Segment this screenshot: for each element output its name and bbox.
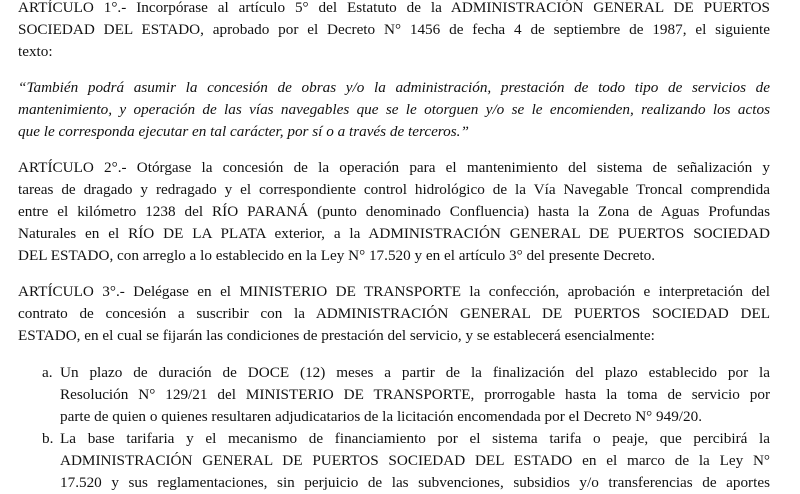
- list-item-line: parte de quien o quienes resultaren adjudicatarios de la licitación encomendada por el Decreto N° 949/20.: [60, 408, 703, 425]
- articulo-2-line: DEL ESTADO, con arreglo a lo establecido en la Ley N° 17.520 y en el artículo 3° del presente Decreto.: [18, 247, 656, 264]
- articulo-3-line: contrato de concesión a suscribir con la ADMINISTRACIÓN GENERAL DE PUERTOS SOCIEDAD DEL: [18, 305, 770, 322]
- articulo-1-line: SOCIEDAD DEL ESTADO, aprobado por el Decreto N° 1456 de fecha 4 de septiembre de 1987, el siguiente: [18, 21, 770, 38]
- list-marker: a.: [42, 364, 53, 381]
- list-item-line: Un plazo de duración de DOCE (12) meses a partir de la finalización del plazo establecido por la: [60, 364, 770, 381]
- articulo-1: [18, 0, 770, 63]
- list-item: [18, 428, 770, 494]
- document-page: [18, 0, 770, 494]
- articulo-2-line: entre el kilómetro 1238 del RÍO PARANÁ (punto denominado Confluencia) hasta la Zona de Aguas Profundas: [18, 203, 770, 220]
- list-item-line: ADMINISTRACIÓN GENERAL DE PUERTOS SOCIEDAD DEL ESTADO en el marco de la Ley N°: [60, 452, 770, 469]
- quote-line: que le corresponda ejecutar en tal carácter, por sí o a través de terceros.”: [18, 123, 469, 140]
- articulo-3: [18, 281, 770, 347]
- list-item: [18, 362, 770, 428]
- articulo-2-line: Naturales en el RÍO DE LA PLATA exterior, a la ADMINISTRACIÓN GENERAL DE PUERTOS SOCIEDAD: [18, 225, 770, 242]
- list-item-line: La base tarifaria y el mecanismo de financiamiento por el sistema tarifa o peaje, que percibirá la: [60, 430, 770, 447]
- quote-line: “También podrá asumir la concesión de obras y/o la administración, prestación de todo tipo de servicios de: [18, 79, 770, 96]
- articulo-1-line: texto:: [18, 43, 53, 60]
- list-item-line: 17.520 y sus reglamentaciones, sin perjuicio de las subvenciones, subsidios y/o transferencias de aportes: [60, 474, 770, 491]
- list-item-line: Resolución N° 129/21 del MINISTERIO DE TRANSPORTE, prorrogable hasta la toma de servicio por: [60, 386, 770, 403]
- articulo-1-line: ARTÍCULO 1°.- Incorpórase al artículo 5° del Estatuto de la ADMINISTRACIÓN GENERAL DE PUERTOS: [18, 0, 770, 16]
- list-marker: b.: [42, 430, 54, 447]
- articulo-3-line: ARTÍCULO 3°.- Delégase en el MINISTERIO DE TRANSPORTE la confección, aprobación e interpretación del: [18, 283, 770, 300]
- articulo-2: [18, 157, 770, 267]
- articulo-3-line: ESTADO, en el cual se fijarán las condiciones de prestación del servicio, y se establecerá esencialmente:: [18, 327, 655, 344]
- quoted-text: [18, 77, 770, 143]
- conditions-list: [18, 362, 770, 494]
- articulo-2-line: tareas de dragado y redragado y el correspondiente control hidrológico de la Vía Navegable Troncal comprendida: [18, 181, 770, 198]
- articulo-2-line: ARTÍCULO 2°.- Otórgase la concesión de la operación para el mantenimiento del sistema de señalización y: [18, 159, 770, 176]
- quote-line: mantenimiento, y operación de las vías navegables que se le otorguen y/o se le encomienden, realizando los actos: [18, 101, 770, 118]
